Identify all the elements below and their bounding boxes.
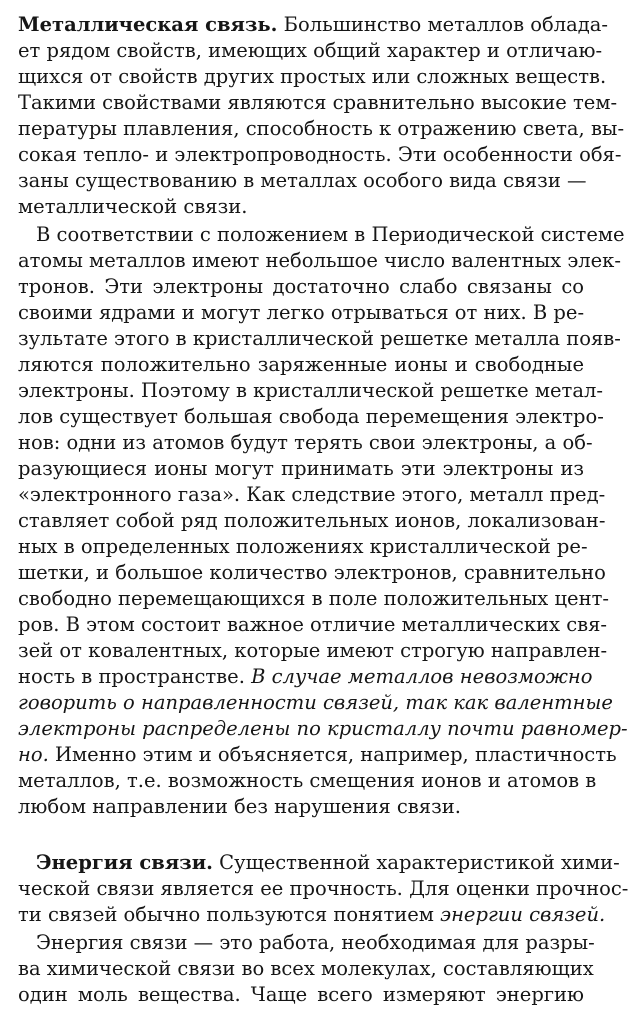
emphasis-text: В случае металлов невозможно <box>251 665 593 688</box>
emphasis-text: электроны распределены по кристаллу почти равномер- <box>18 717 628 740</box>
text-line: ва химической связи во всех молекулах, составляющих <box>18 957 594 980</box>
text-line: ров. В этом состоит важное отличие металлических свя- <box>18 613 608 636</box>
text-line: щихся от свойств других простых или сложных веществ. <box>18 65 607 88</box>
text-line: один моль вещества. Чаще всего измеряют энергию <box>18 983 584 1006</box>
text-line: шетки, и большое количество электронов, сравнительно <box>18 561 606 584</box>
text-line: ляются положительно заряженные ионы и свободные <box>18 353 584 376</box>
text-line: зей от ковалентных, которые имеют строгую направлен- <box>18 639 608 662</box>
text-line: любом направлении без нарушения связи. <box>18 795 461 818</box>
text-line: тронов. Эти электроны достаточно слабо связаны со <box>18 275 584 298</box>
text-line: атомы металлов имеют небольшое число валентных элек- <box>18 249 621 272</box>
text-line: сокая тепло- и электропроводность. Эти особенности обя- <box>18 143 622 166</box>
text-line: Такими свойствами являются сравнительно высокие тем- <box>18 91 618 114</box>
text-line: нов: одни из атомов будут терять свои электроны, а об- <box>18 431 593 454</box>
text-line: свободно перемещающихся в поле положительных цент- <box>18 587 609 610</box>
text-line: ет рядом свойств, имеющих общий характер и отличаю- <box>18 39 603 62</box>
emphasis-text: говорить о направленности связей, так как валентные <box>18 691 613 714</box>
text-line: разующиеся ионы могут принимать эти электроны из <box>18 457 584 480</box>
text-line: металлической связи. <box>18 195 248 218</box>
section-heading-bond-energy: Энергия связи. <box>36 851 213 874</box>
text-line: ставляет собой ряд положительных ионов, локализован- <box>18 509 606 532</box>
text-line: своими ядрами и могут легко отрываться от них. В ре- <box>18 301 585 324</box>
text-line: Металлическая связь. Большинство металлов облада- <box>18 13 608 36</box>
text-line: пературы плавления, способность к отражению света, вы- <box>18 117 625 140</box>
emphasis-text: но. <box>18 743 49 766</box>
text-line: ных в определенных положениях кристаллической ре- <box>18 535 588 558</box>
text-line: ность в пространстве. В случае металлов невозможно <box>18 665 593 688</box>
text-line: ти связей обычно пользуются понятием энергии связей. <box>18 903 606 926</box>
text-line: Энергия связи — это работа, необходимая для разры- <box>36 931 595 954</box>
emphasis-text: энергии связей. <box>440 903 606 926</box>
text-line <box>18 716 628 742</box>
section-heading-metallic-bond: Металлическая связь. <box>18 13 278 36</box>
text-line: электроны. Поэтому в кристаллической решетке метал- <box>18 379 603 402</box>
text-line: зультате этого в кристаллической решетке металла появ- <box>18 327 621 350</box>
text-line: заны существованию в металлах особого вида связи — <box>18 169 587 192</box>
text-line: В соответствии с положением в Периодической системе <box>36 223 625 246</box>
text-line: лов существует большая свобода перемещения электро- <box>18 405 604 428</box>
text-line: металлов, т.е. возможность смещения ионов и атомов в <box>18 769 597 792</box>
text-line: но. Именно этим и объясняется, например, пластичность <box>18 743 617 766</box>
text-line: Энергия связи. Существенной характеристикой хими- <box>36 851 620 874</box>
text-line <box>18 690 613 716</box>
text-line: «электронного газа». Как следствие этого, металл пред- <box>18 483 606 506</box>
text-line: ческой связи является ее прочность. Для оценки прочнос- <box>18 877 628 900</box>
